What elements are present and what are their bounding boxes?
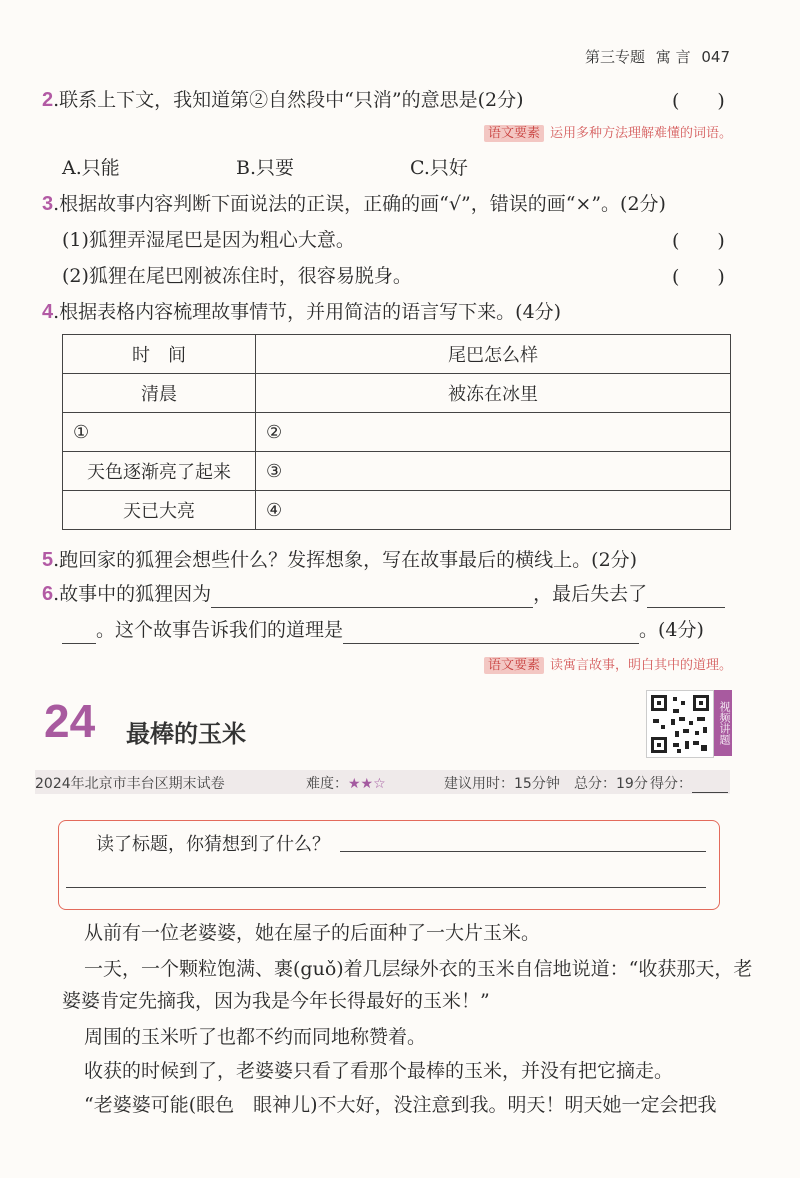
story-paragraph: 一天，一个颗粒饱满、裹(guǒ)着几层绿外衣的玉米自信地说道：“收获那天，老: [84, 958, 753, 980]
question-text: ，最后失去了: [533, 583, 648, 605]
option-a[interactable]: A.只能: [62, 157, 120, 179]
answer-paren[interactable]: ( ): [672, 266, 725, 288]
question-number: 3: [42, 193, 54, 215]
question-text: .根据表格内容梳理故事情节，并用简洁的语言写下来。(4分): [53, 301, 562, 323]
page-number: 047: [701, 48, 730, 66]
story-paragraph: 婆婆肯定先摘我，因为我是今年长得最好的玉米！”: [62, 990, 490, 1012]
score-field[interactable]: [650, 773, 728, 793]
question-6-cont: [62, 616, 704, 644]
question-text: .联系上下文，我知道第②自然段中“只消”的意思是(2分): [53, 89, 524, 111]
tag-label: 语文要素: [484, 657, 544, 674]
question-number: 6: [42, 583, 54, 605]
star-icon: ★★☆: [348, 776, 386, 792]
question-text: 。这个故事告诉我们的道理是: [96, 619, 344, 641]
question-text: .跑回家的狐狸会想些什么？发挥想象，写在故事最后的横线上。(2分): [53, 549, 638, 571]
answer-paren[interactable]: ( ): [672, 90, 725, 112]
question-6: [42, 580, 725, 608]
option-c[interactable]: C.只好: [410, 157, 468, 179]
qr-code-icon[interactable]: [646, 690, 714, 758]
table-cell: 天色逐渐亮了起来: [63, 452, 256, 491]
lesson-number: 24: [44, 695, 96, 747]
story-paragraph: 周围的玉米听了也都不约而同地称赞着。: [84, 1026, 427, 1048]
prediction-prompt: [96, 830, 330, 860]
skill-tag: [484, 122, 732, 141]
tag-label: 语文要素: [484, 125, 544, 142]
score-line[interactable]: [692, 778, 728, 793]
table-row: [63, 413, 731, 452]
table-cell: 天已大亮: [63, 491, 256, 530]
story-paragraph: 收获的时候到了，老婆婆只看了看那个最棒的玉米，并没有把它摘走。: [84, 1060, 674, 1082]
question-text: .故事中的狐狸因为: [53, 583, 212, 605]
question-number: 4: [42, 301, 54, 323]
prompt-text: 读了标题，你猜想到了什么？: [96, 834, 330, 855]
topic-name: 寓 言: [655, 48, 691, 66]
table-row: [63, 452, 731, 491]
answer-line[interactable]: [211, 585, 533, 608]
question-text: 。(4分): [639, 619, 704, 641]
answer-line[interactable]: [62, 621, 96, 644]
video-label[interactable]: 视频讲题: [714, 690, 732, 756]
table-cell[interactable]: ②: [256, 413, 731, 452]
answer-line[interactable]: [340, 851, 706, 852]
plot-table: [62, 334, 731, 530]
table-cell[interactable]: ④: [256, 491, 731, 530]
question-4: [42, 298, 561, 326]
table-header-row: [63, 335, 731, 374]
score-label: 得分：: [650, 776, 692, 792]
table-cell[interactable]: ①: [63, 413, 256, 452]
table-header: 尾巴怎么样: [256, 335, 731, 374]
answer-paren[interactable]: ( ): [672, 230, 725, 252]
question-3: [42, 190, 666, 218]
question-number: 2: [42, 89, 54, 111]
difficulty: [306, 773, 386, 793]
exam-source: 2024年北京市丰台区期末试卷: [35, 776, 225, 792]
table-cell: 被冻在冰里: [256, 374, 731, 413]
question-2: [42, 86, 524, 114]
story-paragraph: “老婆婆可能(眼色 眼神儿)不大好，没注意到我。明天！明天她一定会把我: [84, 1094, 717, 1116]
statement-1: (1)狐狸弄湿尾巴是因为粗心大意。: [62, 229, 355, 251]
suggested-time: 建议用时：15分钟: [444, 776, 560, 792]
statement-2: (2)狐狸在尾巴刚被冻住时，很容易脱身。: [62, 265, 412, 287]
answer-line[interactable]: [343, 621, 639, 644]
tag-text: 运用多种方法理解难懂的词语。: [549, 126, 732, 141]
difficulty-label: 难度：: [306, 776, 348, 792]
answer-line[interactable]: [66, 887, 706, 888]
table-cell[interactable]: ③: [256, 452, 731, 491]
question-5: [42, 546, 637, 574]
table-row: [63, 491, 731, 530]
table-header: 时 间: [63, 335, 256, 374]
total-score: 总分：19分: [574, 776, 648, 792]
question-text: .根据故事内容判断下面说法的正误，正确的画“√”，错误的画“×”。(2分): [53, 193, 666, 215]
table-cell: 清晨: [63, 374, 256, 413]
option-b[interactable]: B.只要: [236, 157, 295, 179]
answer-line[interactable]: [647, 585, 725, 608]
section-name: 第三专题: [585, 48, 646, 66]
lesson-title: 最棒的玉米: [126, 720, 246, 748]
tag-text: 读寓言故事，明白其中的道理。: [549, 658, 732, 673]
skill-tag: [484, 654, 732, 673]
story-paragraph: 从前有一位老婆婆，她在屋子的后面种了一大片玉米。: [84, 922, 541, 944]
table-row: [63, 374, 731, 413]
page-header: [579, 46, 730, 67]
question-number: 5: [42, 549, 54, 571]
